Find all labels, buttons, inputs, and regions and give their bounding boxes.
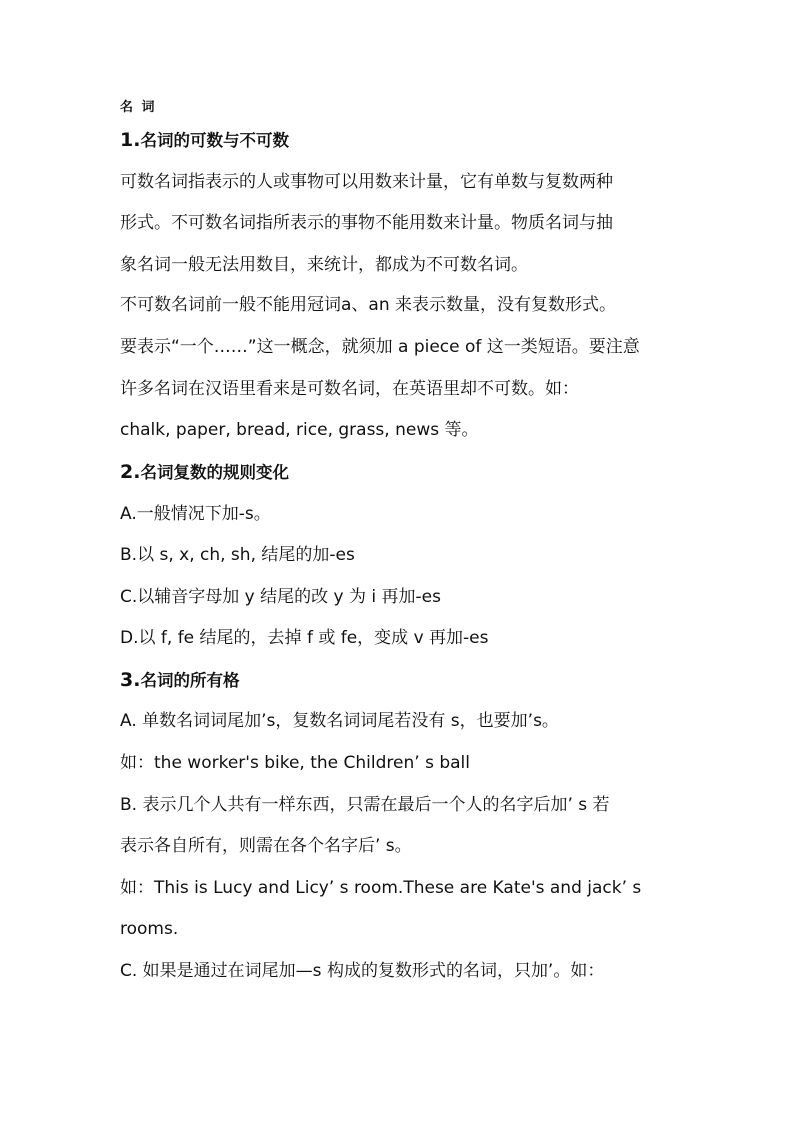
paragraph-line: 形式。不可数名词指所表示的事物不能用数来计量。物质名词与抽 [120,213,613,233]
paragraph-line: 可数名词指表示的人或事物可以用数来计量，它有单数与复数两种 [120,172,613,192]
list-item: A. 单数名词词尾加’s，复数名词词尾若没有 s，也要加’s。 [120,711,559,731]
section-number: 3. [120,669,141,691]
paragraph-line: 象名词一般无法用数目，来统计，都成为不可数名词。 [120,255,528,275]
section-title: 名词的所有格 [140,671,240,690]
paragraph-line: 表示各自所有，则需在各个名字后’ s。 [120,836,412,856]
paragraph-line: 不可数名词前一般不能用冠词a、an 来表示数量，没有复数形式。 [120,295,617,315]
section-heading-1 [120,128,720,153]
list-item: C.以辅音字母加 y 结尾的改 y 为 i 再加-es [120,587,441,607]
section-number: 2. [120,461,141,483]
example-line: rooms. [120,919,179,939]
section-number: 1. [120,129,141,151]
example-line: 如：the worker's bike, the Children’ s ball [120,753,470,773]
example-line: 如：This is Lucy and Licy’ s room.These are Kate's and jack’ s [120,878,642,898]
section-title: 名词的可数与不可数 [140,131,289,150]
list-item: B.以 s, x, ch, sh, 结尾的加-es [120,545,355,565]
paragraph-line: 要表示“一个……”这一概念，就须加 a piece of 这一类短语。要注意 [120,337,640,357]
paragraph-line: 许多名词在汉语里看来是可数名词，在英语里却不可数。如： [120,379,579,399]
paragraph-line: chalk, paper, bread, rice, grass, news 等。 [120,420,479,440]
section-title: 名词复数的规则变化 [140,463,289,482]
list-item: A.一般情况下加-s。 [120,504,271,524]
doc-title: 名 词 [120,100,157,115]
section-heading-2 [120,460,720,485]
list-item: C. 如果是通过在词尾加—s 构成的复数形式的名词，只加’。如： [120,961,605,981]
section-heading-3 [120,668,720,693]
list-item: B. 表示几个人共有一样东西，只需在最后一个人的名字后加’ s 若 [120,795,610,815]
list-item: D.以 f, fe 结尾的，去掉 f 或 fe，变成 v 再加-es [120,628,489,648]
